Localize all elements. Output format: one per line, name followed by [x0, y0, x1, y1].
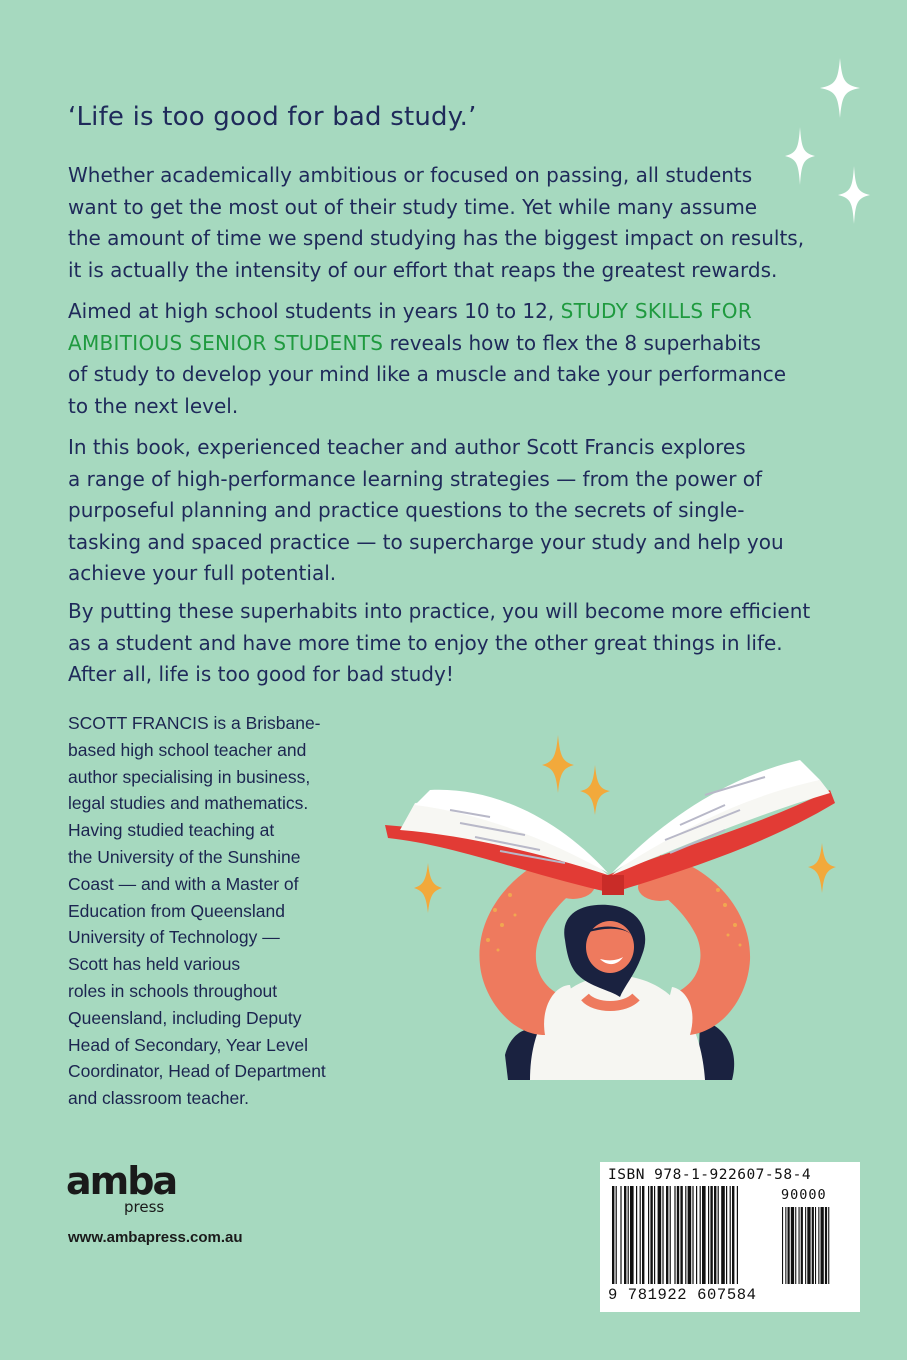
blurb-line: of study to develop your mind like a muscle and take your performance — [68, 362, 787, 386]
blurb-text: Aimed at high school students in years 10 to 12, — [68, 299, 561, 323]
barcode-bar — [628, 1186, 629, 1284]
barcode-bar — [721, 1186, 725, 1284]
barcode-bar — [696, 1186, 697, 1284]
barcode-bar — [795, 1207, 796, 1284]
blurb-paragraph-4 — [68, 596, 838, 691]
barcode-bar — [642, 1186, 644, 1284]
blurb-line — [68, 328, 838, 360]
barcode-bar — [670, 1186, 671, 1284]
barcode-bar — [710, 1186, 712, 1284]
barcode-bar — [821, 1207, 824, 1284]
barcode-bar — [828, 1207, 829, 1284]
blurb-line — [68, 296, 838, 328]
barcode-bar — [640, 1186, 641, 1284]
barcode-bar — [680, 1186, 682, 1284]
bio-line: Coordinator, Head of Department — [68, 1061, 326, 1082]
blurb-paragraph-3 — [68, 432, 838, 590]
barcode-bar — [718, 1186, 719, 1284]
barcode-bar — [791, 1207, 794, 1284]
blurb-line: In this book, experienced teacher and author Scott Francis explores — [68, 435, 746, 459]
publisher-logo — [66, 1162, 176, 1216]
sparkle-icon — [838, 166, 870, 224]
publisher-url[interactable]: www.ambapress.com.au — [68, 1229, 243, 1246]
reader-illustration — [380, 735, 850, 1090]
bio-line: University of Technology — — [68, 927, 280, 948]
blurb-paragraph-2 — [68, 296, 838, 422]
barcode-bar — [624, 1186, 626, 1284]
barcode-bar — [812, 1207, 814, 1284]
barcode-bar — [807, 1207, 810, 1284]
barcode-bar — [677, 1186, 679, 1284]
barcode-bar — [782, 1207, 783, 1284]
bio-line: SCOTT FRANCIS is a Brisbane- — [68, 713, 321, 733]
blurb-text: reveals how to flex the 8 superhabits — [383, 330, 761, 355]
barcode-bar — [714, 1186, 716, 1284]
bio-line: Queensland, including Deputy — [68, 1007, 302, 1028]
blurb-line: Whether academically ambitious or focused on passing, all students — [68, 163, 753, 187]
bio-line: Having studied teaching at — [68, 820, 275, 841]
barcode-bar — [737, 1186, 738, 1284]
barcode-bar — [732, 1186, 734, 1284]
isbn-digits: 9 781922 607584 — [608, 1286, 757, 1304]
bio-line: author specialising in business, — [68, 766, 311, 787]
barcode-bar — [785, 1207, 786, 1284]
sparkle-icon — [820, 58, 860, 118]
barcode-bar — [815, 1207, 816, 1284]
bio-line: legal studies and mathematics. — [68, 793, 309, 814]
barcode-bar — [630, 1186, 634, 1284]
bio-line: Coast — and with a Master of — [68, 873, 299, 894]
barcode-bar — [700, 1186, 701, 1284]
barcode-bar — [666, 1186, 668, 1284]
barcode-bar — [648, 1186, 649, 1284]
barcode-bar — [730, 1186, 731, 1284]
barcode-bar — [692, 1186, 693, 1284]
book-title-part-2: AMBITIOUS SENIOR STUDENTS — [68, 330, 384, 355]
barcode-bar — [620, 1186, 621, 1284]
bio-line: Education from Queensland — [68, 900, 285, 921]
barcode-bar — [654, 1186, 655, 1284]
price-code: 90000 — [781, 1187, 827, 1203]
barcode-bar — [650, 1186, 652, 1284]
blurb-line: as a student and have more time to enjoy the other great things in life. — [68, 630, 783, 655]
book-title-part-1: STUDY SKILLS FOR — [560, 299, 753, 323]
blurb-line: to the next level. — [68, 393, 239, 418]
bio-line: roles in schools throughout — [68, 980, 278, 1001]
logo-subtext: press — [124, 1198, 165, 1216]
barcode-bar — [702, 1186, 706, 1284]
bio-line: Scott has held various — [68, 954, 241, 975]
blurb-line: the amount of time we spend studying has the biggest impact on results, — [68, 226, 805, 250]
logo-wordmark: amba — [66, 1162, 176, 1203]
bio-line: based high school teacher and — [68, 739, 307, 760]
barcode-bar — [726, 1186, 727, 1284]
barcode-bar — [825, 1207, 827, 1284]
barcode-bar — [788, 1207, 790, 1284]
barcode-bar — [801, 1207, 803, 1284]
barcode-bar — [708, 1186, 709, 1284]
barcode-bar — [688, 1186, 692, 1284]
blurb-line: want to get the most out of their study time. Yet while many assume — [68, 194, 758, 219]
tagline-quote: ‘Life is too good for bad study.’ — [68, 102, 477, 132]
blurb-line: After all, life is too good for bad study! — [68, 662, 454, 686]
blurb-line: it is actually the intensity of our effort that reaps the greatest rewards. — [68, 257, 778, 282]
barcode-bar — [799, 1207, 800, 1284]
barcode-bar — [658, 1186, 662, 1284]
blurb-line: purposeful planning and practice questions to the secrets of single- — [68, 498, 745, 522]
author-bio — [68, 710, 408, 1112]
barcode-bar — [818, 1207, 819, 1284]
bio-line: and classroom teacher. — [68, 1088, 249, 1109]
barcode-bar — [674, 1186, 675, 1284]
barcode-bar — [685, 1186, 686, 1284]
blurb-line: tasking and spaced practice — to supercharge your study and help you — [68, 529, 784, 554]
barcode-bar — [616, 1186, 617, 1284]
bio-line: the University of the Sunshine — [68, 846, 301, 867]
isbn-barcode — [600, 1162, 860, 1312]
isbn-label: ISBN 978-1-922607-58-4 — [608, 1167, 812, 1183]
blurb-line: a range of high-performance learning strategies — from the power of — [68, 466, 763, 491]
blurb-paragraph-1 — [68, 160, 838, 286]
blurb-line: achieve your full potential. — [68, 561, 337, 585]
barcode-bar — [805, 1207, 806, 1284]
barcode-bar — [636, 1186, 637, 1284]
bio-line: Head of Secondary, Year Level — [68, 1034, 308, 1055]
barcode-bar — [612, 1186, 614, 1284]
barcode-bar — [662, 1186, 663, 1284]
blurb-line: By putting these superhabits into practice, you will become more efficient — [68, 599, 811, 623]
